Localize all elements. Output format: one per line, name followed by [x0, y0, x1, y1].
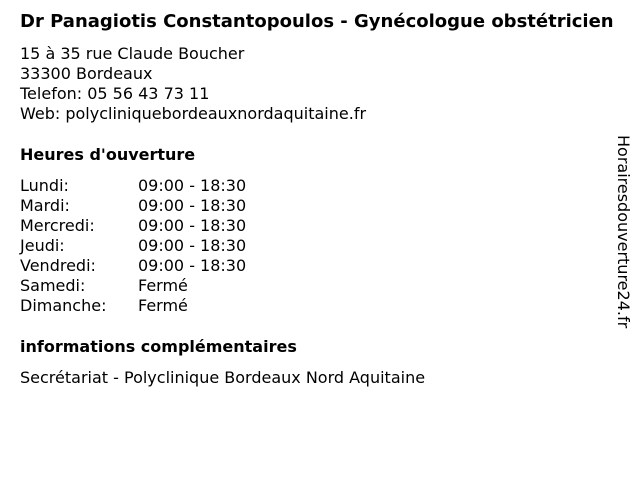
hours-day-label: Jeudi: [20, 236, 65, 255]
hours-day-label: Mardi: [20, 196, 70, 215]
hours-time: 09:00 - 18:30 [138, 196, 247, 215]
hours-day-label: Vendredi: [20, 256, 96, 275]
street-address: 15 à 35 rue Claude Boucher [20, 44, 245, 63]
hours-row-tuesday [20, 196, 616, 216]
hours-row-saturday [20, 276, 616, 296]
hours-day-label: Lundi: [20, 176, 69, 195]
website-link[interactable]: Web: polycliniquebordeauxnordaquitaine.fr [20, 104, 367, 123]
hours-day-label: Dimanche: [20, 296, 107, 315]
opening-hours-heading: Heures d'ouverture [20, 145, 196, 164]
hours-row-friday [20, 256, 616, 276]
hours-day-label: Mercredi: [20, 216, 95, 235]
additional-info-heading: informations complémentaires [20, 337, 297, 356]
hours-row-sunday [20, 296, 616, 316]
hours-time: 09:00 - 18:30 [138, 176, 247, 195]
address-block [20, 44, 616, 124]
main-content [20, 12, 616, 388]
page-title: Dr Panagiotis Constantopoulos - Gynécologue obstétricien [20, 11, 614, 32]
hours-time: 09:00 - 18:30 [138, 216, 247, 235]
opening-hours-table [20, 176, 616, 316]
hours-time: Fermé [138, 296, 188, 315]
hours-time: 09:00 - 18:30 [138, 236, 247, 255]
hours-row-wednesday [20, 216, 616, 236]
phone-number[interactable]: Telefon: 05 56 43 73 11 [20, 84, 210, 103]
hours-day-label: Samedi: [20, 276, 86, 295]
site-watermark: Horairesdouverture24.fr [614, 135, 633, 329]
hours-time: Fermé [138, 276, 188, 295]
hours-row-thursday [20, 236, 616, 256]
hours-time: 09:00 - 18:30 [138, 256, 247, 275]
city-postcode: 33300 Bordeaux [20, 64, 153, 83]
hours-row-monday [20, 176, 616, 196]
additional-info-text: Secrétariat - Polyclinique Bordeaux Nord Aquitaine [20, 368, 426, 387]
